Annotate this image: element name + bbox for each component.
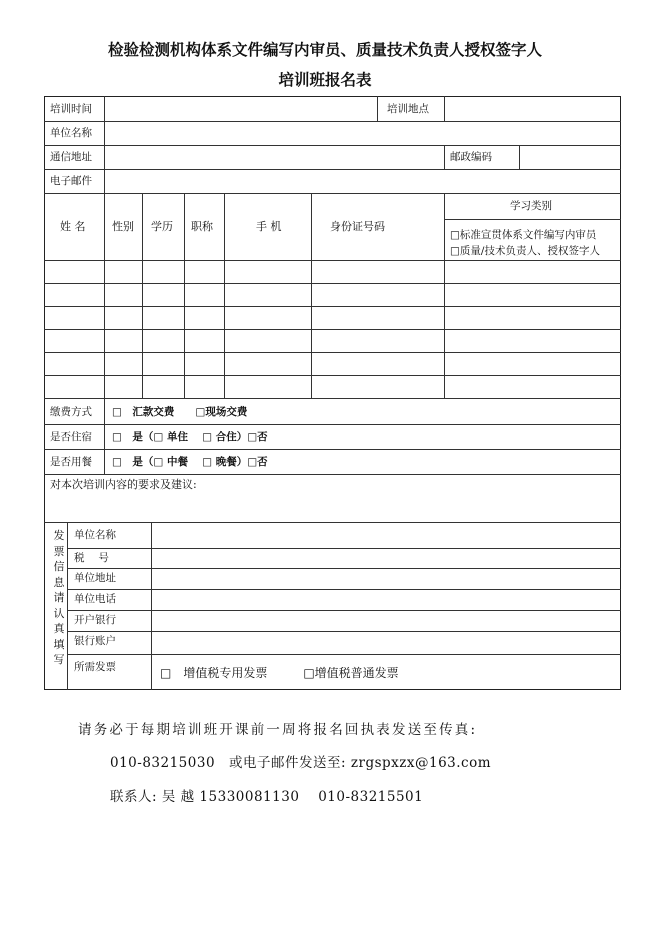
row-line <box>44 260 621 261</box>
position-header: 职称 <box>191 220 213 233</box>
row-line <box>44 522 621 523</box>
study-option-2[interactable]: □质量/技术负责人、授权签字人 <box>450 245 600 257</box>
training-place-label: 培训地点 <box>387 103 429 115</box>
row-line <box>44 424 621 425</box>
col-line <box>151 522 152 690</box>
col-line <box>311 193 312 398</box>
col-line <box>519 145 520 169</box>
lodging-options[interactable]: □ 是（□ 单住 □ 合住）□否 <box>112 431 268 443</box>
invoice-unit-name-label: 单位名称 <box>74 529 116 541</box>
study-option-1[interactable]: □标准宣贯体系文件编写内审员 <box>450 229 597 241</box>
col-line <box>104 193 105 398</box>
payment-label: 缴费方式 <box>50 406 92 418</box>
registration-form <box>44 96 621 690</box>
invoice-unit-address-label: 单位地址 <box>74 572 116 584</box>
email-label: 电子邮件 <box>50 175 92 187</box>
invoice-type-options[interactable]: □ 增值税专用发票 □增值税普通发票 <box>160 666 399 680</box>
col-line <box>444 193 445 398</box>
row-line <box>44 375 621 376</box>
col-line <box>142 193 143 398</box>
invoice-side-label: 发票信息请认真填写 <box>53 529 65 666</box>
col-line <box>104 96 105 121</box>
row-line <box>44 352 621 353</box>
postcode-label: 邮政编码 <box>450 151 492 163</box>
col-line <box>444 96 445 121</box>
payment-options[interactable]: □ 汇款交费 □现场交费 <box>112 406 248 418</box>
row-line <box>44 474 621 475</box>
col-line <box>444 145 445 169</box>
footer-contact: 联系人: 吴 越 15330081130 010-83215501 <box>110 789 424 805</box>
form-subtitle: 培训班报名表 <box>278 71 372 89</box>
footer-instruction: 请务必于每期培训班开课前一周将报名回执表发送至传真: <box>78 722 478 738</box>
row-line <box>44 121 621 122</box>
row-line <box>44 169 621 170</box>
row-line <box>44 306 621 307</box>
suggestion-label: 对本次培训内容的要求及建议: <box>50 478 197 491</box>
form-title: 检验检测机构体系文件编写内审员、质量技术负责人授权签字人 <box>107 41 542 59</box>
col-line <box>104 169 105 193</box>
address-label: 通信地址 <box>50 151 92 163</box>
education-header: 学历 <box>151 220 173 233</box>
name-header: 姓 名 <box>60 220 86 233</box>
id-number-header: 身份证号码 <box>330 220 385 233</box>
row-line <box>44 329 621 330</box>
col-line <box>377 96 378 121</box>
invoice-unit-phone-label: 单位电话 <box>74 593 116 605</box>
col-line <box>104 121 105 145</box>
row-line <box>44 145 621 146</box>
row-line <box>444 219 621 220</box>
footer-fax-email: 010-83215030 或电子邮件发送至: zrgspxzx@163.com <box>110 755 492 771</box>
training-time-label: 培训时间 <box>50 103 92 115</box>
meal-options[interactable]: □ 是（□ 中餐 □ 晚餐）□否 <box>112 456 268 468</box>
unit-name-label: 单位名称 <box>50 127 92 139</box>
lodging-label: 是否住宿 <box>50 431 92 443</box>
row-line <box>44 283 621 284</box>
invoice-needed-label: 所需发票 <box>74 661 116 673</box>
row-line <box>44 449 621 450</box>
col-line <box>184 193 185 398</box>
row-line <box>44 398 621 399</box>
study-type-header: 学习类别 <box>510 200 552 212</box>
gender-header: 性别 <box>112 220 134 233</box>
col-line <box>104 398 105 474</box>
invoice-bank-label: 开户银行 <box>74 614 116 626</box>
col-line <box>67 522 68 690</box>
col-line <box>104 145 105 169</box>
phone-header: 手 机 <box>256 220 282 233</box>
col-line <box>224 193 225 398</box>
invoice-account-label: 银行账户 <box>74 635 116 647</box>
invoice-tax-no-label: 税 号 <box>74 552 109 564</box>
row-line <box>44 193 621 194</box>
meal-label: 是否用餐 <box>50 456 92 468</box>
